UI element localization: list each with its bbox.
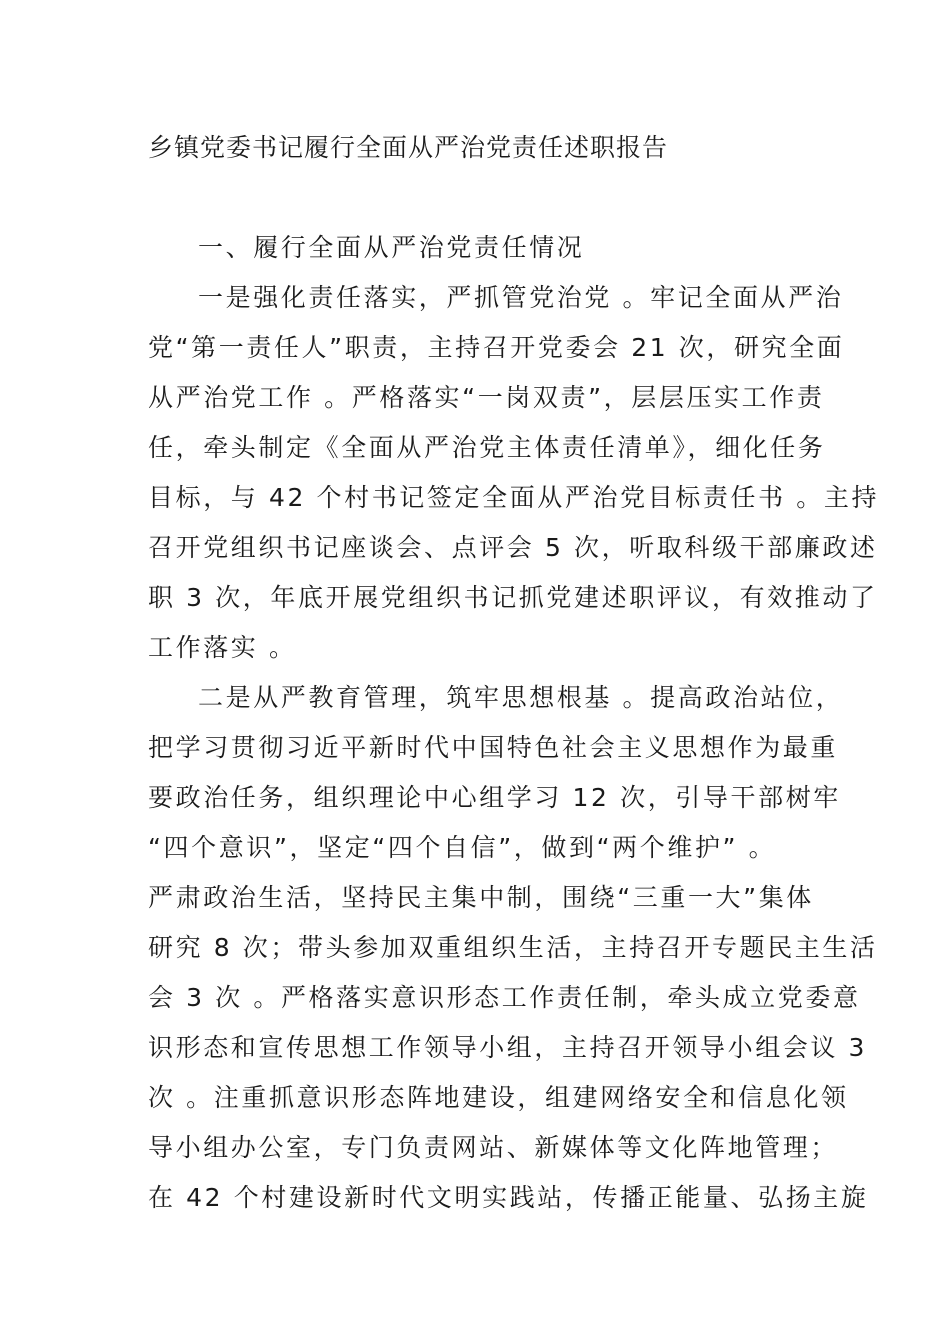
paragraph-line: 次 。注重抓意识形态阵地建设，组建网络安全和信息化领 (148, 1083, 849, 1112)
paragraph-line: 严肃政治生活，坚持民主集中制，围绕“三重一大”集体 (148, 883, 814, 912)
paragraph-line: “四个意识”，坚定“四个自信”，做到“两个维护” 。 (148, 833, 777, 862)
paragraph-line: 把学习贯彻习近平新时代中国特色社会主义思想作为最重 (148, 733, 839, 762)
paragraph-line: 二是从严教育管理，筑牢思想根基 。提高政治站位， (198, 683, 844, 712)
paragraph-line: 导小组办公室，专门负责网站、新媒体等文化阵地管理； (148, 1133, 839, 1162)
paragraph-line: 从严治党工作 。严格落实“一岗双责”，层层压实工作责 (148, 383, 825, 412)
paragraph-line: 要政治任务，组织理论中心组学习 12 次，引导干部树牢 (148, 783, 841, 812)
paragraph-line: 在 42 个村建设新时代文明实践站，传播正能量、弘扬主旋 (148, 1183, 869, 1212)
paragraph-line: 研究 8 次；带头参加双重组织生活，主持召开专题民主生活 (148, 933, 878, 962)
paragraph-line: 目标，与 42 个村书记签定全面从严治党目标责任书 。主持 (148, 483, 880, 512)
paragraph-line: 一是强化责任落实，严抓管党治党 。牢记全面从严治 (198, 283, 844, 312)
section-heading: 一、履行全面从严治党责任情况 (198, 233, 585, 262)
paragraph-line: 工作落实 。 (148, 633, 297, 662)
paragraph-line: 召开党组织书记座谈会、点评会 5 次，听取科级干部廉政述 (148, 533, 878, 562)
paragraph-line: 会 3 次 。严格落实意识形态工作责任制，牵头成立党委意 (148, 983, 861, 1012)
document-title: 乡镇党委书记履行全面从严治党责任述职报告 (148, 133, 669, 162)
paragraph-line: 任，牵头制定《全面从严治党主体责任清单》，细化任务 (148, 433, 826, 462)
paragraph-line: 党“第一责任人”职责，主持召开党委会 21 次，研究全面 (148, 333, 845, 362)
paragraph-line: 识形态和宣传思想工作领导小组，主持召开领导小组会议 3 (148, 1033, 868, 1062)
paragraph-line: 职 3 次，年底开展党组织书记抓党建述职评议，有效推动了 (148, 583, 878, 612)
